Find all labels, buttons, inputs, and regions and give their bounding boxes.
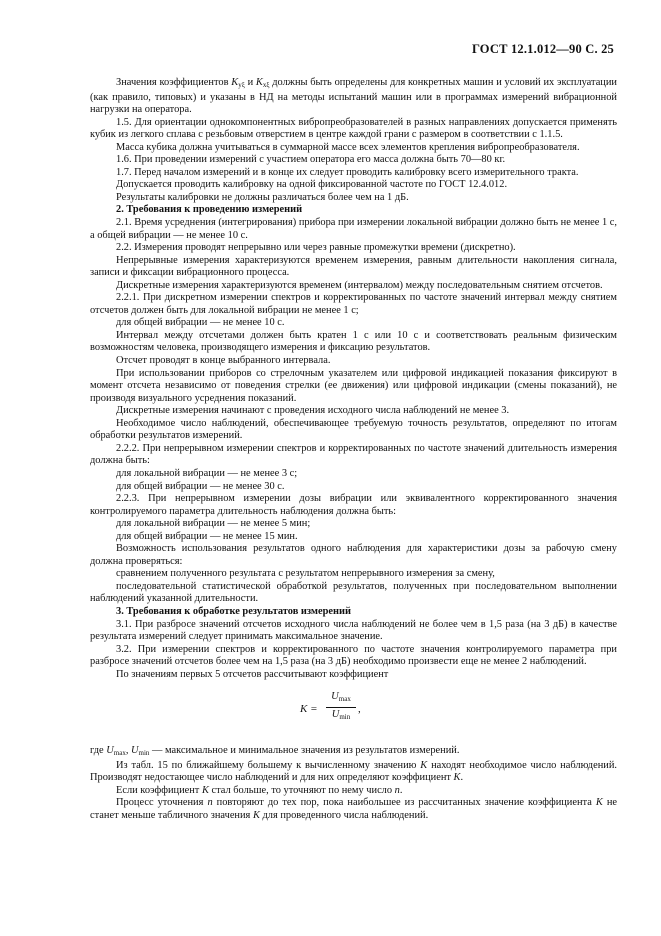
paragraph: Возможность использования результатов одного наблюдения для характеристики дозы за рабочую смену должна проверяться: (90, 543, 617, 567)
paragraph: 2.2. Измерения проводят непрерывно или через равные промежутки времени (дискретно). (116, 242, 516, 254)
paragraph: Если коэффициент K стал больше, то уточняют по нему число n. (116, 784, 403, 796)
formula-numerator: $U_{max}$ (326, 691, 356, 708)
paragraph: При использовании приборов со стрелочным указателем или цифровой индикацией показания фиксируют в момент отсчета независимо от поведения стрелки (ее движения) или цифровой индикации (смены показаний), не производя визуального усреднения показаний. (90, 367, 617, 404)
paragraph: 2.2.2. При непрерывном измерении спектров и корректированных по частоте значений длительность измерения должна быть: (90, 442, 617, 467)
paragraph: Дискретные измерения характеризуются временем (интервалом) между последовательным снятием отсчетов. (116, 279, 603, 291)
paragraph: 1.5. Для ориентации однокомпонентных вибропреобразователей в разных направлениях допускается применять кубик из легкого сплава с резьбовым отверстием в центре каждой грани с размером в соответствии с 1.1.5. (90, 116, 617, 141)
section-heading: 3. Требования к обработке результатов измерений (116, 605, 351, 617)
paragraph: Результаты калибровки не должны различаться более чем на 1 дБ. (116, 191, 409, 203)
paragraph: для локальной вибрации — не менее 3 с; (116, 467, 298, 479)
paragraph: Дискретные измерения начинают с проведения исходного числа наблюдений не менее 3. (116, 405, 510, 417)
paragraph: для локальной вибрации — не менее 5 мин; (116, 518, 311, 530)
paragraph: сравнением полученного результата с результатом непрерывного измерения за смену, (116, 568, 495, 580)
paragraph: для общей вибрации — не менее 15 мин. (116, 530, 298, 542)
formula-k (90, 687, 617, 739)
paragraph: 3.1. При разбросе значений отсчетов исходного числа наблюдений не более чем в 1,5 раза (на 3 дБ) в качестве результата измерений следует принимать максимальное значение. (90, 618, 617, 643)
paragraph: 2.2.1. При дискретном измерении спектров и корректированных по частоте значений интервал между снятием отсчетов должен быть для локальной вибрации не менее 1 с; (90, 292, 617, 316)
paragraph: По значениям первых 5 отсчетов рассчитывают коэффициент (116, 668, 389, 680)
paragraph: 2.1. Время усреднения (интегрирования) прибора при измерении локальной вибрации должно быть не менее 1 с, а общей вибрации — не менее 10 с. (90, 217, 617, 241)
paragraph: 3.2. При измерении спектров и корректированного по частоте значения контролируемого параметра при разбросе значений отсчетов более чем на 1,5 раза (на 3 дБ) необходимо произвести еще не менее 2 наблюдений. (90, 643, 617, 668)
paragraph: Интервал между отсчетами должен быть кратен 1 с или 10 с и соответствовать реальным физическим возможностям человека, производящего измерения и фиксацию результатов. (90, 329, 617, 354)
paragraph: последовательной статистической обработкой результатов, полученных при последовательном выполнении наблюдений указанной длительности. (90, 580, 617, 605)
formula-lhs: K = (300, 703, 318, 716)
paragraph: для общей вибрации — не менее 10 с. (116, 317, 285, 329)
paragraph: Отсчет проводят в конце выбранного интервала. (116, 355, 331, 367)
paragraph: Допускается проводить калибровку на одной фиксированной частоте по ГОСТ 12.4.012. (116, 179, 508, 191)
paragraph: Из табл. 15 по ближайшему большему к вычисленному значению K находят необходимое число наблюдений. Производят недостающее число наблюдений и для них определяют коэффициент K. (90, 759, 617, 784)
paragraph: Необходимое число наблюдений, обеспечивающее требуемую точность результатов, определяют по итогам обработки результатов измерений. (90, 417, 617, 442)
document-body (90, 77, 617, 823)
paragraph: для общей вибрации — не менее 30 с. (116, 480, 285, 492)
paragraph: 1.7. Перед началом измерений и в конце их следует проводить калибровку всего измерительного тракта. (116, 166, 579, 178)
paragraph: 2.2.3. При непрерывном измерении дозы вибрации или эквивалентного корректированного значения контролируемого параметра длительность наблюдения должна быть: (90, 493, 617, 517)
paragraph: Значения коэффициентов $K_{y\xi}$ и $K_{x\xi}$ должны быть определены для конкретных машин и условий их эксплуатации (как правило, типовых) и указаны в НД на методы испытаний машин или в программах измерений вибрационной нагрузки на оператора. (90, 77, 617, 116)
paragraph: Процесс уточнения n повторяют до тех пор, пока наибольшее из рассчитанных значение коэффициента K не станет меньше табличного значения K для проведенного числа наблюдений. (90, 797, 617, 821)
section-heading: 2. Требования к проведению измерений (116, 204, 303, 216)
paragraph: Масса кубика должна учитываться в суммарной массе всех элементов крепления вибропреобразователя. (116, 141, 580, 153)
paragraph: 1.6. При проведении измерений с участием оператора его масса должна быть 70—80 кг. (116, 154, 506, 166)
paragraph: Непрерывные измерения характеризуются временем измерения, равным длительности накопления сигнала, записи и фиксации вибрационного процесса. (90, 254, 617, 279)
formula-denominator: $U_{min}$ (331, 708, 351, 721)
formula-comma: , (358, 703, 361, 716)
paragraph: где $U_{max}$, $U_{min}$ — максимальное и минимальное значения из результатов измерений. (90, 745, 460, 758)
formula-fraction (326, 691, 356, 723)
page-header: ГОСТ 12.1.012—90 С. 25 (471, 42, 614, 56)
